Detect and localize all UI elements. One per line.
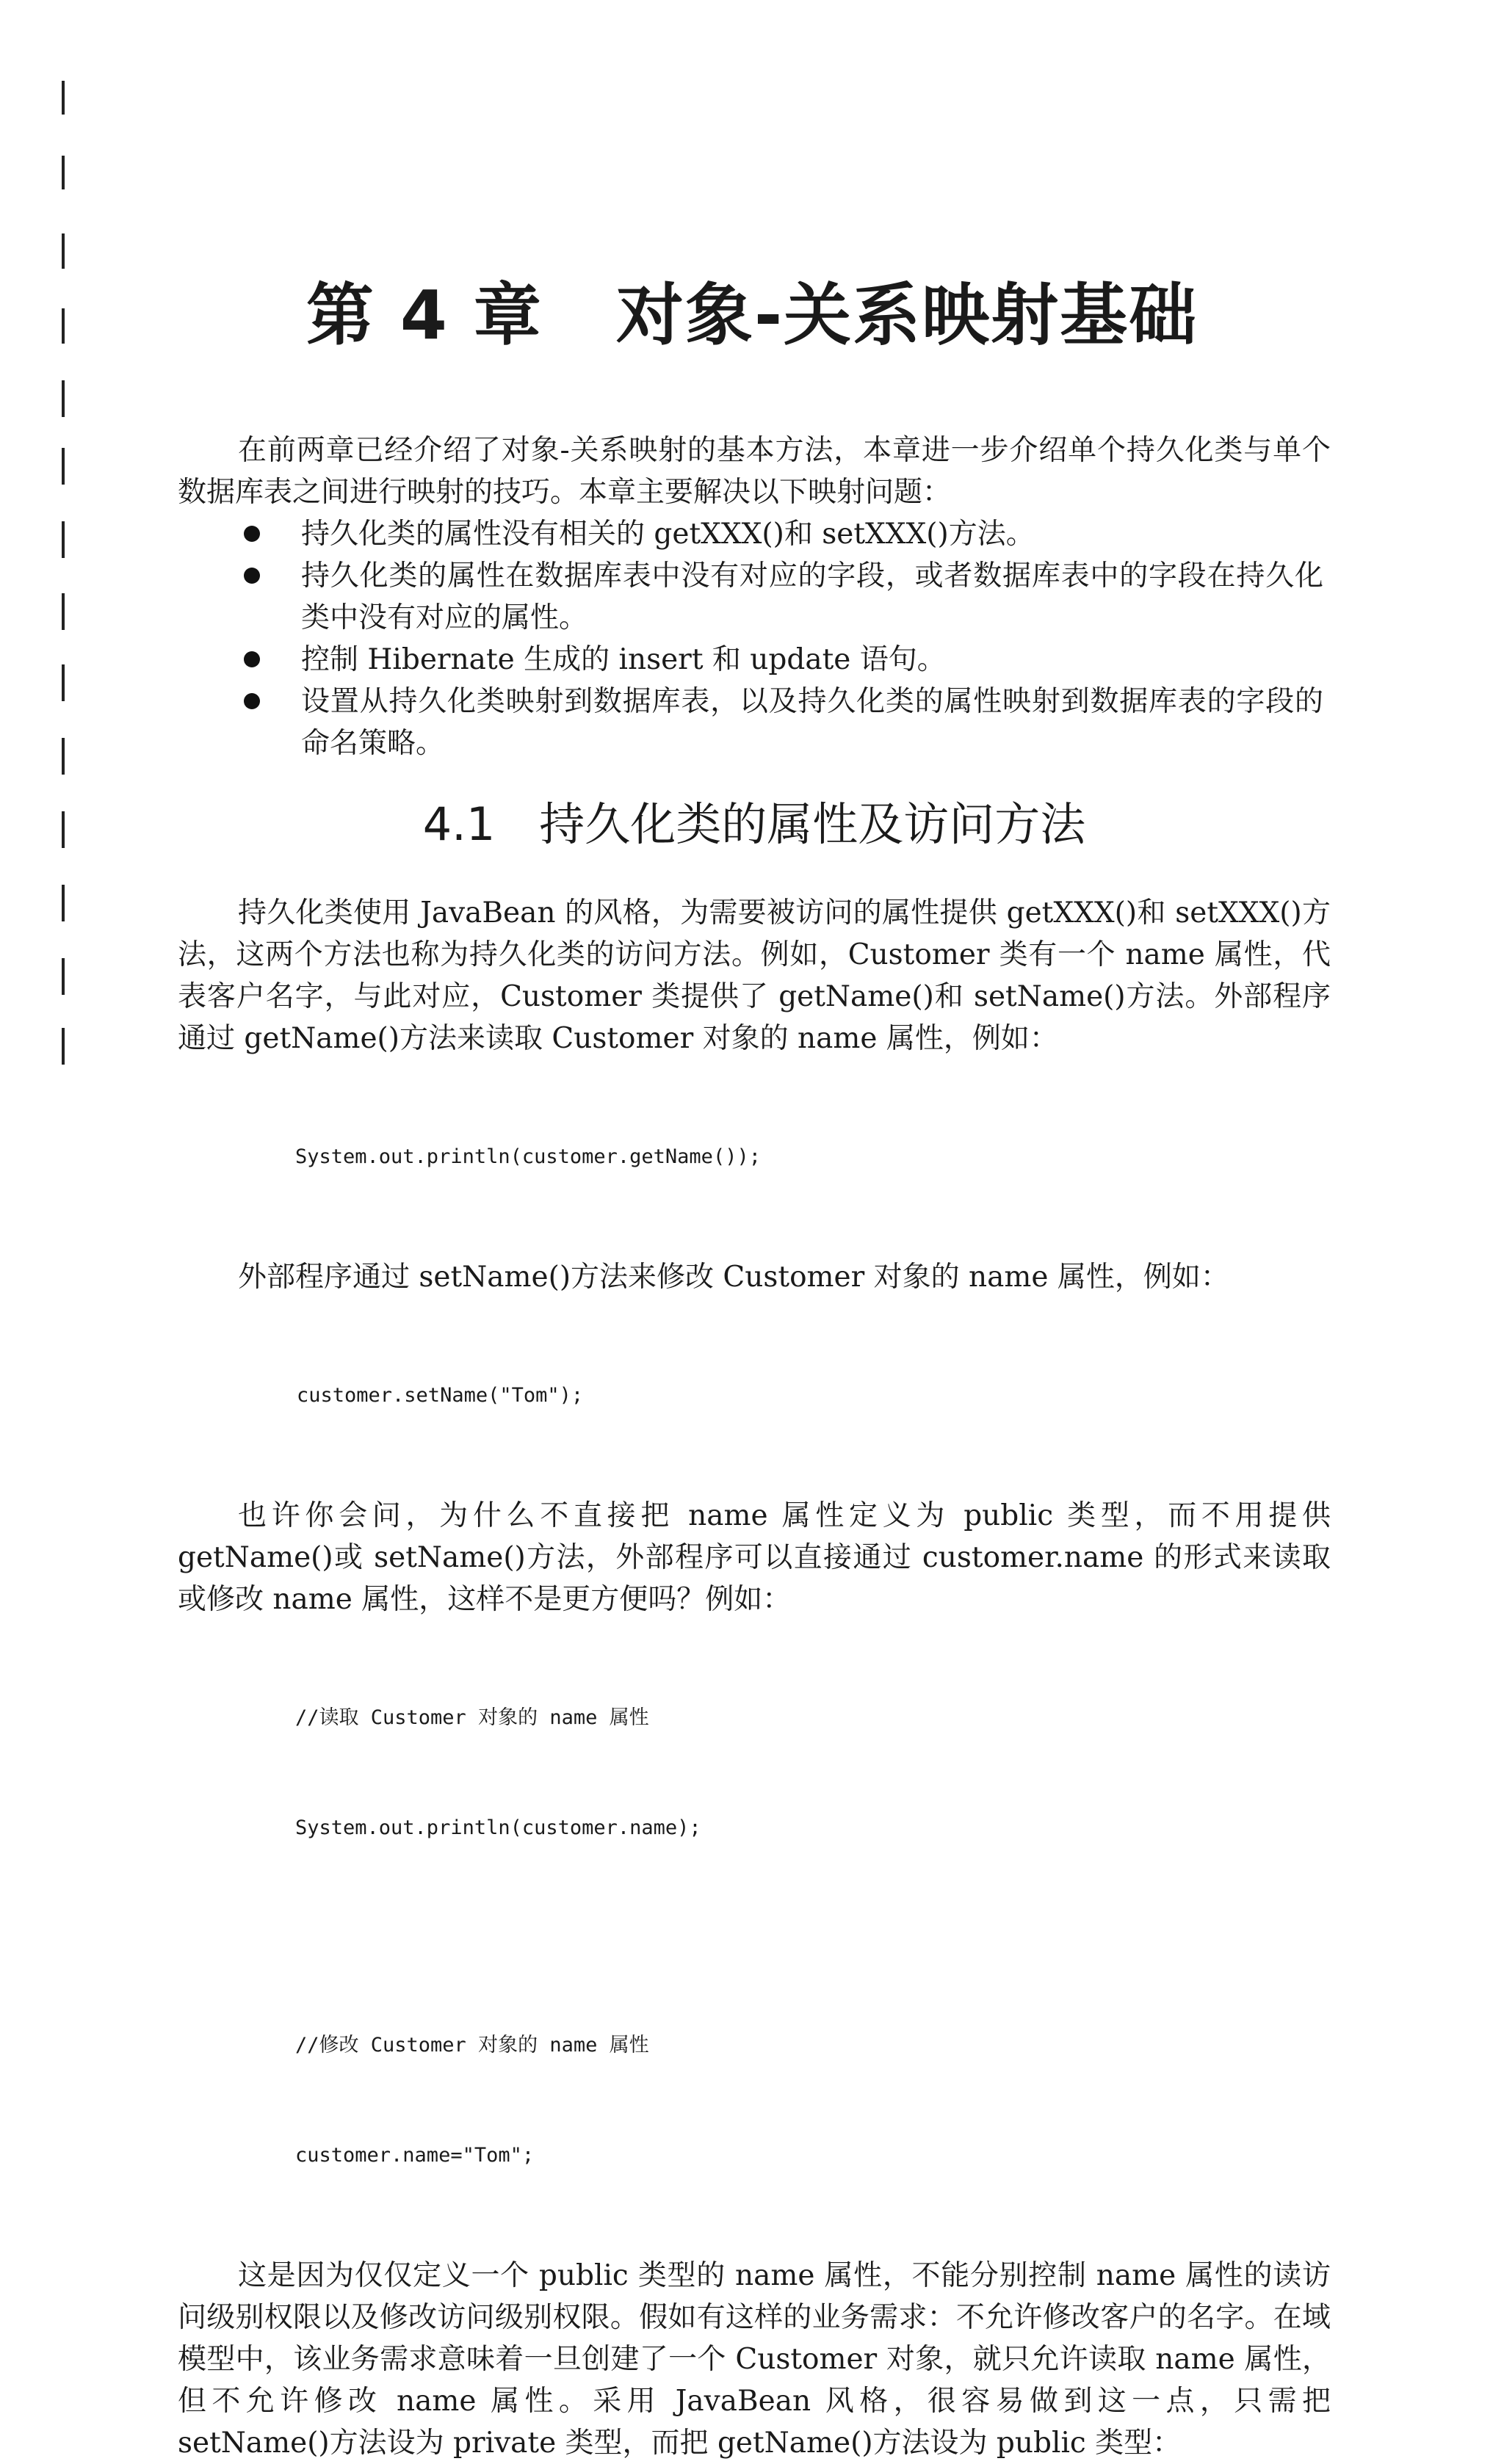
section-number: 4.1 [422,797,496,851]
bullet-list [178,513,1331,764]
list-item [178,555,1331,639]
margin-rule [62,233,65,269]
list-item-text: 设置从持久化类映射到数据库表，以及持久化类的属性映射到数据库表的字段的命名策略。 [301,685,1323,760]
margin-rule [62,448,65,485]
section-title [178,795,1331,854]
margin-rule [62,1028,65,1065]
bullet-icon [244,526,260,542]
margin-rule [62,593,65,630]
code-block [178,1304,1331,1488]
code-block [178,1065,1331,1249]
margin-rule [62,156,65,189]
code-comment: //读取 Customer 对象的 name 属性 [295,1706,649,1729]
margin-rule [62,958,65,995]
margin-rule [62,521,65,558]
chapter-number: 第 4 章 [306,276,543,355]
list-item [178,681,1331,764]
code-line: System.out.println(customer.name); [295,1816,701,1839]
section-name: 持久化类的属性及访问方法 [539,797,1086,851]
list-item-text: 持久化类的属性没有相关的 getXXX()和 setXXX()方法。 [301,518,1035,551]
bullet-icon [244,651,260,667]
paragraph: 也许你会问，为什么不直接把 name 属性定义为 public 类型，而不用提供 getName()或 setName()方法，外部程序可以直接通过 customer.name 的形式来读取或修改 name 属性，这样不是更方便吗？例如： [178,1499,1331,1616]
code-block [178,1626,1331,2247]
list-item [178,639,1331,681]
list-item [178,513,1331,555]
margin-rule [62,738,65,775]
chapter-name: 对象-关系映射基础 [615,276,1198,355]
paragraph: 外部程序通过 setName()方法来修改 Customer 对象的 name 属性，例如： [238,1261,1229,1294]
paragraph: 持久化类使用 JavaBean 的风格，为需要被访问的属性提供 getXXX()和 setXXX()方法，这两个方法也称为持久化类的访问方法。例如，Customer 类有一个 name 属性，代表客户名字，与此对应，Customer 类提供了 getName()和 setName()方法。外部程序通过 getName()方法来读取 Customer 对象的 name 属性，例如： [178,896,1331,1055]
chapter-title [0,268,1504,363]
margin-rule [62,664,65,701]
intro-paragraph: 在前两章已经介绍了对象-关系映射的基本方法，本章进一步介绍单个持久化类与单个数据库表之间进行映射的技巧。本章主要解决以下映射问题： [178,434,1331,509]
bullet-icon [244,568,260,584]
margin-rule [62,81,65,115]
margin-rule [62,811,65,848]
margin-rule [62,885,65,921]
code-blank-line [295,1920,1331,1954]
code-line: customer.setName("Tom"); [297,1384,584,1407]
page-body [178,430,1331,2464]
code-line: System.out.println(customer.getName()); [295,1145,761,1168]
list-item-text: 持久化类的属性在数据库表中没有对应的字段，或者数据库表中的字段在持久化类中没有对应的属性。 [301,559,1323,634]
code-comment: //修改 Customer 对象的 name 属性 [295,2034,649,2057]
paragraph: 这是因为仅仅定义一个 public 类型的 name 属性，不能分别控制 name 属性的读访问级别权限以及修改访问级别权限。假如有这样的业务需求：不允许修改客户的名字。在域模型中，该业务需求意味着一旦创建了一个 Customer 对象，就只允许读取 name 属性，但不允许修改 name 属性。采用 JavaBean 风格，很容易做到这一点，只需把 setName()方法设为 private 类型，而把 getName()方法设为 public 类型： [178,2259,1331,2460]
margin-rule [62,380,65,417]
bullet-icon [244,693,260,709]
list-item-text: 控制 Hibernate 生成的 insert 和 update 语句。 [301,643,946,676]
code-line: customer.name="Tom"; [295,2144,535,2167]
